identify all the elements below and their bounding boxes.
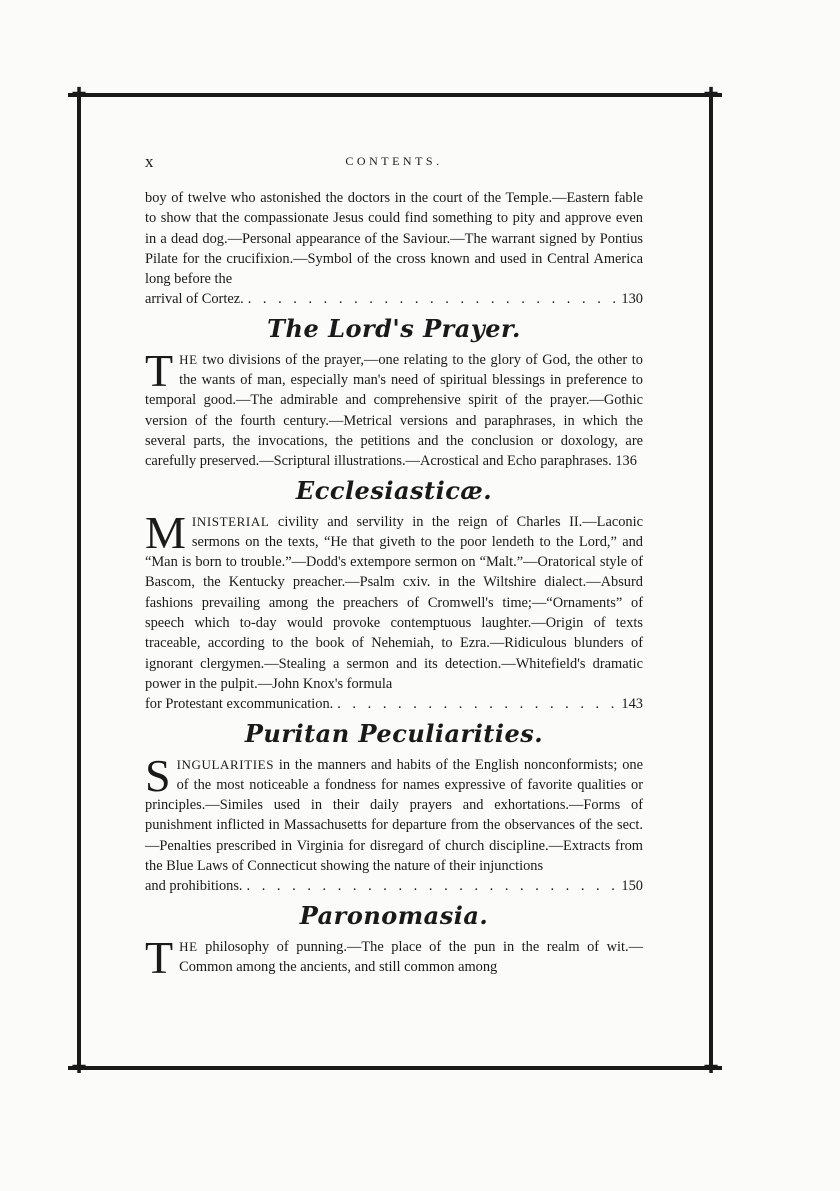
section-entry-paronomasia [145, 931, 643, 983]
drop-cap: M [145, 506, 186, 558]
section-entry-lords-prayer [145, 344, 643, 472]
section-title-puritan-peculiarities: Puritan Peculiarities. [244, 718, 544, 748]
intro-page-ref: 130 [621, 291, 643, 308]
section-title-ecclesiasticae: Ecclesiasticæ. [295, 475, 493, 505]
intro-entry-end [145, 289, 643, 309]
page-ref-puritan-peculiarities: 150 [621, 878, 643, 895]
lead-word: HE [179, 938, 198, 954]
drop-cap: S [145, 749, 171, 801]
border-top-rule [68, 93, 722, 97]
intro-entry-text: boy of twelve who astonished the doctors in the court of the Temple.—Eastern fable to show that the compassionate Jesus could find something to pity and approve even in a dead dog.—Personal appearance of the Saviour.—The warrant signed by Pontius Pilate for the crucifixion.—Symbol of the cross known and used in Central America long before the [145, 190, 643, 288]
corner-ornament-icon: ✚ [71, 84, 87, 105]
ecclesiasticae-entry-end [145, 694, 643, 714]
corner-ornament-icon: ✚ [703, 1057, 719, 1078]
page-ref-ecclesiasticae: 143 [621, 696, 643, 713]
leader-dots [337, 694, 617, 714]
section-title-lords-prayer: The Lord's Prayer. [267, 313, 521, 343]
drop-cap: T [145, 931, 174, 983]
running-head [145, 150, 643, 176]
entry-text: civility and servility in the reign of Charles II.—Laconic sermons on the texts, “He that giveth to the poor lendeth to the Lord,” and “Man is born to trouble.”—Dodd's extempore sermon on “Malt.”—Oratorical style of Bascom, the Kentucky preacher.—Psalm cxiv. in the Wiltshire dialect.—Absurd fashions prevailing among the preachers of Cromwell's time;—“Ornaments” of speech which to-day would provoke contemptuous laughter.—Origin of texts traceable, according to the book of Nehemiah, to Ezra.—Ridiculous blunders of ignorant clergymen.—Stealing a sermon and its detection.—Whitefield's dramatic power in the pulpit.—John Knox's formula [145, 513, 643, 692]
lead-word: INISTERIAL [191, 513, 270, 529]
drop-cap: T [145, 344, 174, 396]
corner-ornament-icon: ✚ [71, 1057, 87, 1078]
leader-dots [247, 876, 618, 896]
lead-word: HE [179, 351, 198, 367]
page-title: CONTENTS. [345, 154, 443, 168]
page-content [145, 150, 643, 983]
border-bottom-rule [68, 1066, 722, 1070]
border-left-rule [77, 93, 81, 1070]
border-right-rule [709, 93, 713, 1070]
intro-last-line: arrival of Cortez. [145, 291, 244, 308]
section-title-paronomasia: Paronomasia. [299, 900, 489, 930]
puritan-entry-end [145, 876, 643, 896]
lead-word: INGULARITIES [176, 756, 275, 772]
leader-dots [248, 289, 618, 309]
entry-text: in the manners and habits of the English nonconformists; one of the most noticeable a fondness for names expressive of favorite qualities or principles.—Similes used in their daily prayers and exhortations.—Forms of punishment inflicted in Massachusetts for departure from the observances of the sect.—Penalties prescribed in Virginia for disregard of church discipline.—Extracts from the Blue Laws of Connecticut showing the nature of their injunctions [145, 756, 643, 875]
section-entry-ecclesiasticae [145, 506, 643, 695]
entry-text: philosophy of punning.—The place of the pun in the realm of wit.—Common among the ancients, and still common among [179, 938, 643, 975]
page-number: x [145, 152, 155, 171]
entry-text: two divisions of the prayer,—one relating to the glory of God, the other to the wants of man, especially man's need of spiritual blessings in preference to temporal good.—The admirable and comprehensive spirit of the prayer.—Gothic version of the fourth century.—Metrical versions and paraphrases, in which the several parts, the invocations, the petitions and the conclusion or doxology, are carefully preserved.—Scriptural illustrations.—Acrostical and Echo paraphrases. [145, 351, 643, 470]
ecclesiasticae-last-line: for Protestant excommunication. [145, 696, 334, 713]
puritan-last-line: and prohibitions. [145, 878, 243, 895]
corner-ornament-icon: ✚ [703, 84, 719, 105]
page-ref-lords-prayer: 136 [615, 453, 637, 470]
section-entry-puritan-peculiarities [145, 749, 643, 877]
